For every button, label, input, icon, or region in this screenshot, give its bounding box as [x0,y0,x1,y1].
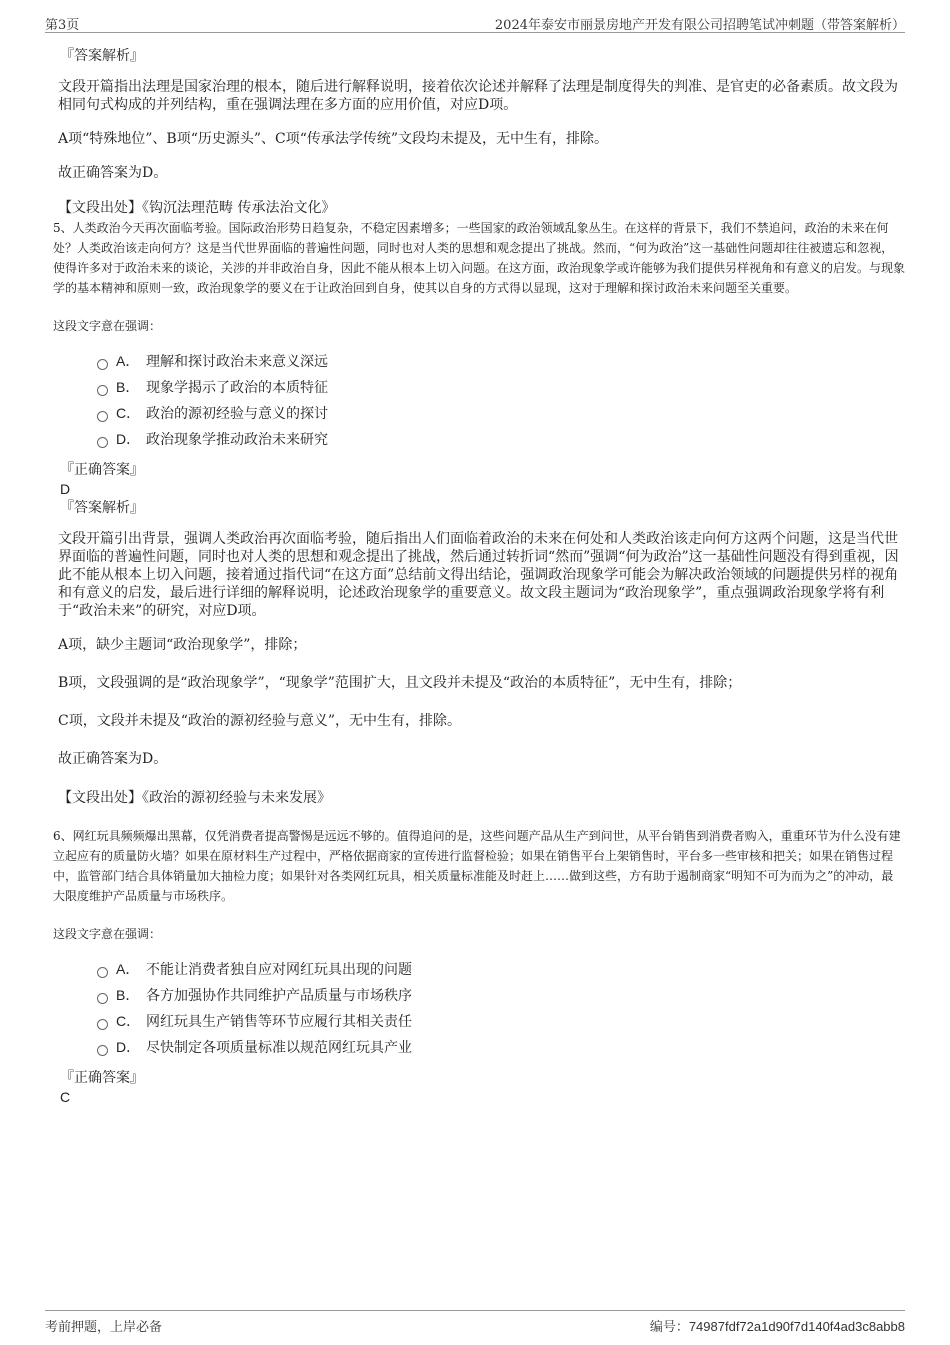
page-content [55,46,905,1106]
exclusion-text: A项“特殊地位”、B项“历史源头”、C项“传承法学传统”文段均未提及，无中生有，排除。 [58,131,609,147]
answer-heading: 『正确答案』 [60,462,144,478]
radio-icon[interactable] [97,385,108,396]
radio-icon[interactable] [97,1045,108,1056]
question-stem: 6、网红玩具频频爆出黑幕，仅凭消费者提高警惕是远远不够的。值得追问的是，这些问题产品从生产到问世，从平台销售到消费者购入，重重环节为什么没有建立起应有的质量防火墙？如果在原材料生产过程中，严格依据商家的宣传进行监督检验；如果在销售平台上架销售时，平台多一些审核和把关；如果在销售过程中，监管部门结合具体销量加大抽检力度；如果针对各类网红玩具，相关质量标准能及时赶上……做到这些，方有助于遏制商家“明知不可为而为之”的冲动，最大限度维护产品质量与市场秩序。 [53,829,901,903]
radio-icon[interactable] [97,1019,108,1030]
correct-answer: C [60,1089,71,1105]
analysis-text: 文段开篇引出背景，强调人类政治再次面临考验，随后指出人们面临着政治的未来在何处和人类政治该走向何方这两个问题，这是当代世界面临的普遍性问题，同时也对人类的思想和观念提出了挑战，然后通过转折词“然而”强调“何为政治”这一基础性问题没有得到重视，因此不能从根本上切入问题，接着通过指代词“在这方面”总结前文得出结论，强调政治现象学可能会为解决政治领域的问题提供另样的视角和有意义的启发，最后进行详细的解释说明，论述政治现象学的重要意义。故文段主题词为“政治现象学”，重点强调政治现象学将有利于“政治未来”的研究，对应D项。 [58,531,899,619]
question-stem: 5、人类政治今天再次面临考验。国际政治形势日趋复杂，不稳定因素增多；一些国家的政治领域乱象丛生。在这样的背景下，我们不禁追问，政治的未来在何处？人类政治该走向何方？这是当代世界面临的普遍性问题，同时也对人类的思想和观念提出了挑战。然而，“何为政治”这一基础性问题却往往被遗忘和忽视，使得许多对于政治未来的谈论，关涉的并非政治自身，因此不能从根本上切入问题。在这方面，政治现象学或许能够为我们提供另样视角和有意义的启发。与现象学的基本精神和原则一致，政治现象学的要义在于让政治回到自身，使其以自身的方式得以显现，这对于理解和探讨政治未来问题至关重要。 [53,221,906,295]
option-a[interactable]: A． 不能让消费者独自应对网红玩具出现的问题 [97,956,905,982]
source-citation: 【文段出处】《政治的源初经验与未来发展》 [58,790,331,806]
option-list [97,956,905,1060]
radio-icon[interactable] [97,967,108,978]
document-code: 编号：74987fdf72a1d90f7d140f4ad3c8abb8 [649,1319,905,1335]
source-citation: 【文段出处】《钩沉法理范畴 传承法治文化》 [58,200,336,216]
exclusion-text: A项，缺少主题词“政治现象学”，排除； [58,637,307,653]
radio-icon[interactable] [97,993,108,1004]
correct-answer: D [60,481,71,497]
page-header [45,12,905,33]
radio-icon[interactable] [97,359,108,370]
conclusion-text: 故正确答案为D。 [58,751,168,767]
option-b[interactable]: B． 各方加强协作共同维护产品质量与市场秩序 [97,982,905,1008]
page-footer [45,1310,905,1333]
question-prompt: 这段文字意在强调： [53,927,162,941]
option-d[interactable]: D． 尽快制定各项质量标准以规范网红玩具产业 [97,1034,905,1060]
footer-slogan: 考前押题，上岸必备 [45,1320,163,1335]
analysis-heading: 『答案解析』 [60,500,144,516]
answer-heading: 『正确答案』 [60,1070,144,1086]
analysis-text: 文段开篇指出法理是国家治理的根本，随后进行解释说明，接着依次论述并解释了法理是制度得失的判准、是官吏的必备素质。故文段为相同句式构成的并列结构，重在强调法理在多方面的应用价值，对应D项。 [58,79,898,113]
option-b[interactable]: B． 现象学揭示了政治的本质特征 [97,374,905,400]
radio-icon[interactable] [97,437,108,448]
exclusion-text: B项，文段强调的是“政治现象学”，“现象学”范围扩大，且文段并未提及“政治的本质特征”，无中生有，排除； [58,675,742,691]
option-d[interactable]: D． 政治现象学推动政治未来研究 [97,426,905,452]
document-title: 2024年泰安市丽景房地产开发有限公司招聘笔试冲刺题（带答案解析） [494,18,905,33]
analysis-heading: 『答案解析』 [60,48,144,64]
radio-icon[interactable] [97,411,108,422]
option-c[interactable]: C． 网红玩具生产销售等环节应履行其相关责任 [97,1008,905,1034]
conclusion-text: 故正确答案为D。 [58,165,168,181]
option-a[interactable]: A． 理解和探讨政治未来意义深远 [97,348,905,374]
question-prompt: 这段文字意在强调： [53,319,162,333]
option-list [97,348,905,452]
option-c[interactable]: C． 政治的源初经验与意义的探讨 [97,400,905,426]
exclusion-text: C项，文段并未提及“政治的源初经验与意义”，无中生有，排除。 [58,713,462,729]
page-number: 第3页 [45,18,80,33]
